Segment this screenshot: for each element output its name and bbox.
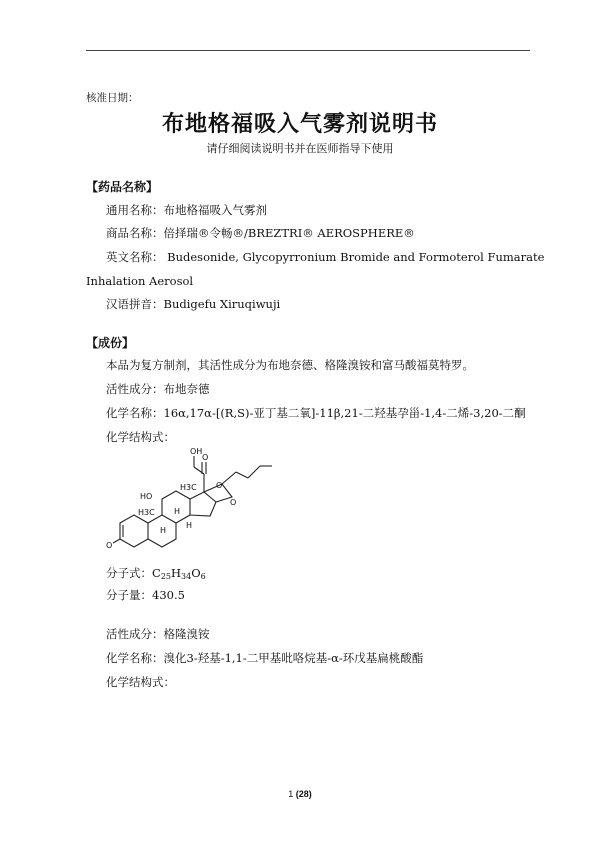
atom-label-oh-top: OH — [190, 447, 203, 456]
formula-h: H — [171, 566, 182, 580]
atom-label-o-acetal-1: O — [216, 481, 223, 490]
english-name-line2: Inhalation Aerosol — [86, 274, 194, 288]
budesonide-structure-image — [104, 442, 284, 562]
atom-label-h-2: H — [186, 521, 193, 530]
english-name-line1: 英文名称： Budesonide, Glycopyrronium Bromide and Formoterol Fumarate — [106, 250, 545, 264]
chemical-name-2: 化学名称：溴化3-羟基-1,1-二甲基吡咯烷基-α-环戊基扁桃酸酯 — [106, 651, 424, 665]
approval-date-label: 核准日期： — [86, 92, 139, 104]
atom-label-methyl-c13: H3C — [180, 483, 197, 492]
page-number — [0, 789, 600, 799]
trade-name: 商品名称：倍择瑞®令畅®/BREZTRI® AEROSPHERE® — [106, 226, 415, 240]
structure-label-2: 化学结构式： — [106, 675, 175, 689]
atom-label-o-acetal-2: O — [230, 498, 237, 507]
atom-label-o-c3: O — [106, 541, 113, 550]
section-heading-composition: 【成份】 — [86, 336, 135, 350]
page-current: 1 — [288, 789, 294, 799]
molecular-formula-1 — [106, 566, 206, 584]
active-ingredient-1: 活性成分：布地奈德 — [106, 382, 210, 396]
document-title: 布地格福吸入气雾剂说明书 — [161, 112, 438, 137]
molecular-weight-1: 分子量：430.5 — [106, 588, 185, 602]
active-ingredient-2: 活性成分：格隆溴铵 — [106, 627, 210, 641]
formula-c-count: 25 — [160, 572, 171, 581]
chemical-name-1: 化学名称：16α,17α-[(R,S)-亚丁基二氧]-11β,21-二羟基孕甾-1,4-二烯-3,20-二酮 — [106, 406, 526, 420]
atom-label-h-3: H — [160, 526, 167, 535]
formula-o-count: 6 — [200, 572, 206, 581]
top-rule — [86, 50, 530, 51]
document-subtitle: 请仔细阅读说明书并在医师指导下使用 — [206, 142, 394, 155]
generic-name: 通用名称：布地格福吸入气雾剂 — [106, 203, 267, 217]
section-heading-drug-name: 【药品名称】 — [86, 180, 159, 194]
page-total: (28) — [295, 789, 312, 799]
atom-label-ho-c11: HO — [140, 492, 153, 501]
formula-c: C — [152, 566, 161, 580]
formula-label: 分子式： — [106, 566, 152, 580]
formula-h-count: 34 — [181, 572, 192, 581]
atom-label-o-ketone: O — [202, 453, 209, 462]
pinyin-name: 汉语拼音：Budigefu Xiruqiwuji — [106, 297, 281, 311]
atom-label-h-1: H — [174, 507, 181, 516]
composition-intro: 本品为复方制剂，其活性成分为布地奈德、格隆溴铵和富马酸福莫特罗。 — [106, 358, 474, 372]
structure-label-1: 化学结构式： — [106, 430, 175, 444]
formula-o: O — [191, 566, 201, 580]
atom-label-methyl-c10: H3C — [138, 508, 155, 517]
